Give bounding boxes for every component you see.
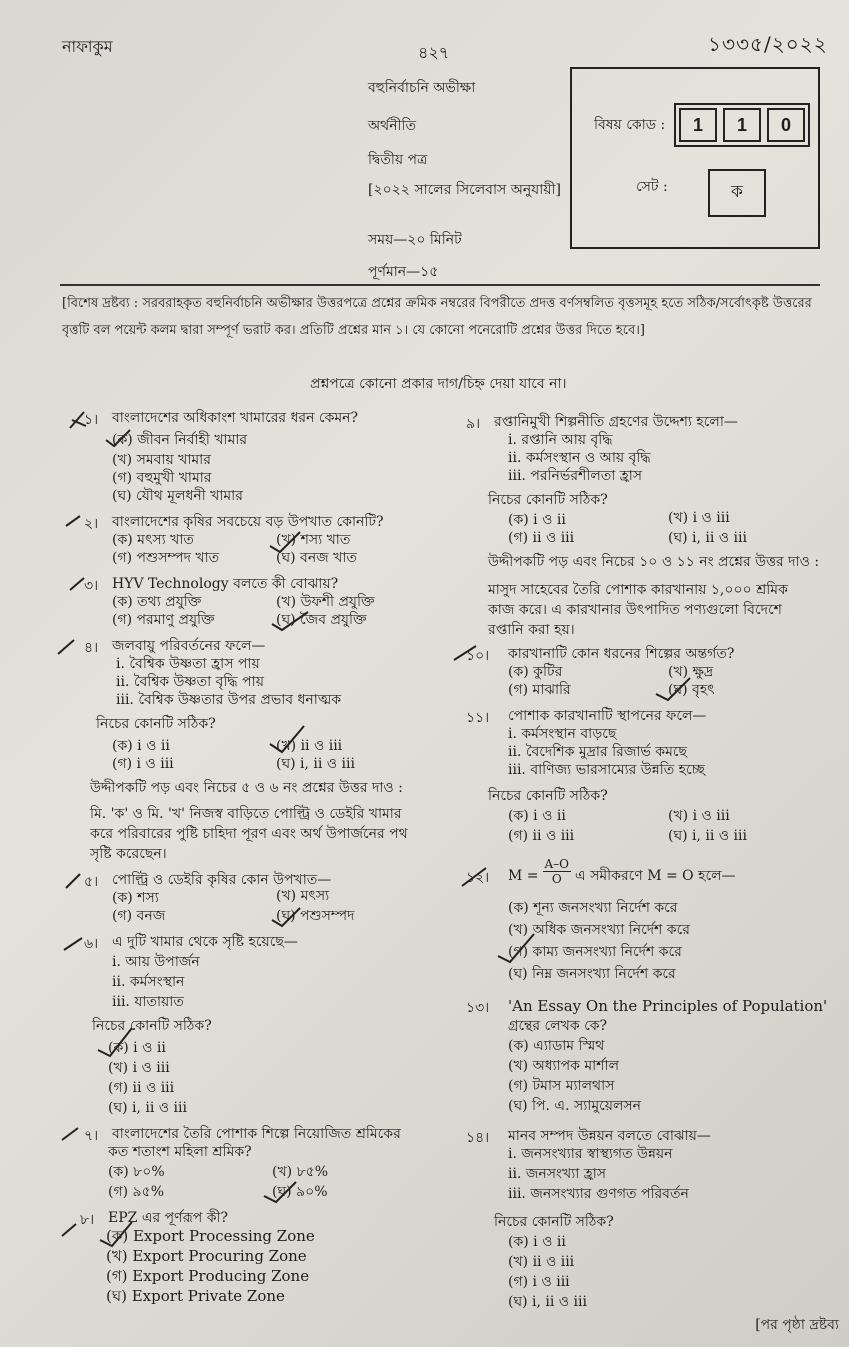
ask: নিচের কোনটি সঠিক? bbox=[494, 1214, 614, 1230]
fraction-denominator: O bbox=[551, 871, 562, 886]
option: (ক) শস্য bbox=[112, 890, 159, 906]
q-stem: এ দুটি খামার থেকে সৃষ্টি হয়েছে— bbox=[112, 934, 298, 950]
option: (খ) ক্ষুদ্র bbox=[668, 664, 714, 680]
q-stem: পোল্ট্রি ও ডেইরি কৃষির কোন উপখাত— bbox=[112, 872, 332, 888]
stimulus-line: মাসুদ সাহেবের তৈরি পোশাক কারখানায় ১,০০০ শ্রমিক bbox=[488, 582, 788, 598]
option: (ঘ) i, ii ও iii bbox=[108, 1100, 187, 1116]
option: (ঘ) নিম্ন জনসংখ্যা নির্দেশ করে bbox=[508, 966, 676, 982]
option: (খ) মৎস্য bbox=[276, 888, 330, 904]
option: (গ) ৯৫% bbox=[108, 1184, 165, 1200]
stimulus-line: মি. 'ক' ও মি. 'খ' নিজস্ব বাড়িতে পোল্ট্রি ও ডেইরি খামার bbox=[90, 806, 402, 822]
statement: i. কর্মসংস্থান বাড়ছে bbox=[508, 726, 617, 742]
option: (খ) শস্য খাত bbox=[276, 532, 351, 548]
subject-code-label: বিষয় কোড : bbox=[594, 117, 666, 133]
option: (গ) i ও iii bbox=[112, 756, 174, 772]
option: (ক) এ্যাডাম স্মিথ bbox=[508, 1038, 605, 1054]
set-label: সেট : bbox=[636, 179, 668, 195]
option: (গ) ii ও iii bbox=[508, 530, 575, 546]
option: (ক) i ও ii bbox=[112, 738, 170, 754]
q-num: ৬। bbox=[84, 936, 99, 952]
stimulus-line: করে পরিবারের পুষ্টি চাহিদা পূরণ এবং অর্থ উপার্জনের পথ bbox=[90, 826, 408, 842]
warning: প্রশ্নপত্রে কোনো প্রকার দাগ/চিহ্ন দেয়া যাবে না। bbox=[310, 376, 567, 392]
option: (খ) ii ও iii bbox=[508, 1254, 575, 1270]
fraction-numerator: A–O bbox=[544, 856, 570, 871]
option: (ঘ) পশুসম্পদ bbox=[276, 908, 355, 924]
option: (ক) মৎস্য খাত bbox=[112, 532, 194, 548]
option: (খ) i ও iii bbox=[668, 808, 730, 824]
header-right: ১৩৩৫/২০২২ bbox=[708, 32, 828, 56]
option: (ঘ) যৌথ মূলধনী খামার bbox=[112, 488, 243, 504]
option: (ক) i ও ii bbox=[508, 512, 566, 528]
option: (ঘ) বনজ খাত bbox=[276, 550, 357, 566]
statement: ii. কর্মসংস্থান ও আয় বৃদ্ধি bbox=[508, 450, 651, 466]
stimulus-heading: উদ্দীপকটি পড় এবং নিচের ১০ ও ১১ নং প্রশ্নের উত্তর দাও : bbox=[488, 554, 820, 570]
q-num: ৪। bbox=[84, 640, 99, 656]
option: (ক) Export Processing Zone bbox=[106, 1227, 315, 1245]
option: (ঘ) ৯০% bbox=[272, 1184, 328, 1200]
statement: i. রপ্তানি আয় বৃদ্ধি bbox=[508, 432, 613, 448]
subject: অর্থনীতি bbox=[368, 118, 417, 134]
full-marks: পূর্ণমান—১৫ bbox=[368, 264, 439, 280]
q-stem: 'An Essay On the Principles of Population' bbox=[508, 997, 828, 1015]
option: (ঘ) বৃহৎ bbox=[668, 682, 715, 698]
q-stem: মানব সম্পদ উন্নয়ন বলতে বোঝায়— bbox=[508, 1128, 711, 1144]
equation-left: M = bbox=[508, 868, 539, 884]
option: (খ) অধ্যাপক মার্শাল bbox=[508, 1058, 620, 1074]
q-num: ৫। bbox=[84, 874, 99, 890]
option: (ক) শূন্য জনসংখ্যা নির্দেশ করে bbox=[508, 900, 678, 916]
q-stem: বাংলাদেশের অধিকাংশ খামারের ধরন কেমন? bbox=[112, 410, 359, 426]
ask: নিচের কোনটি সঠিক? bbox=[96, 716, 216, 732]
stimulus-line: রপ্তানি করা হয়। bbox=[488, 622, 575, 638]
option: (ঘ) i, ii ও iii bbox=[668, 828, 747, 844]
stimulus-line: সৃষ্টি করেছেন। bbox=[90, 846, 167, 862]
option: (খ) Export Procuring Zone bbox=[106, 1247, 307, 1265]
q-num: ১৪। bbox=[466, 1130, 490, 1146]
statement: iii. পরনির্ভরশীলতা হ্রাস bbox=[508, 468, 643, 484]
q-stem: রপ্তানিমুখী শিল্পনীতি গ্রহণের উদ্দেশ্য হলো— bbox=[494, 414, 738, 430]
option: (ঘ) জৈব প্রযুক্তি bbox=[276, 612, 367, 628]
equation-right: এ সমীকরণে M = O হলে— bbox=[575, 868, 736, 884]
statement: i. বৈশ্বিক উষ্ণতা হ্রাস পায় bbox=[116, 656, 260, 672]
q-stem: বাংলাদেশের কৃষির সবচেয়ে বড় উপখাত কোনটি? bbox=[112, 514, 384, 530]
option: (গ) টমাস ম্যালথাস bbox=[508, 1078, 615, 1094]
option: (ঘ) Export Private Zone bbox=[106, 1287, 285, 1305]
q-num: ১০। bbox=[466, 648, 490, 664]
q-stem: EPZ এর পূর্ণরূপ কী? bbox=[108, 1210, 229, 1226]
q-stem: জলবায়ু পরিবর্তনের ফলে— bbox=[112, 638, 266, 654]
q-stem-cont: গ্রন্থের লেখক কে? bbox=[508, 1018, 608, 1034]
code-digit: 0 bbox=[767, 108, 805, 142]
option: (ক) i ও ii bbox=[508, 1234, 566, 1250]
option: (গ) মাঝারি bbox=[508, 682, 571, 698]
option: (ঘ) i, ii ও iii bbox=[668, 530, 747, 546]
statement: ii. বৈশ্বিক উষ্ণতা বৃদ্ধি পায় bbox=[116, 674, 264, 690]
option: (গ) i ও iii bbox=[508, 1274, 570, 1290]
option: (গ) কাম্য জনসংখ্যা নির্দেশ করে bbox=[508, 944, 682, 960]
set-value: ক bbox=[708, 169, 766, 217]
q-num: ৮। bbox=[80, 1212, 95, 1228]
option: (ক) i ও ii bbox=[108, 1040, 166, 1056]
option: (গ) পরমাণু প্রযুক্তি bbox=[112, 612, 215, 628]
paper: দ্বিতীয় পত্র bbox=[368, 152, 428, 168]
option: (গ) বনজ bbox=[112, 908, 166, 924]
option: (ঘ) i, ii ও iii bbox=[508, 1294, 587, 1310]
statement: ii. কর্মসংস্থান bbox=[112, 974, 185, 990]
option: (খ) উফশী প্রযুক্তি bbox=[276, 594, 375, 610]
statement: ii. জনসংখ্যা হ্রাস bbox=[508, 1166, 607, 1182]
q-num: ১। bbox=[84, 412, 99, 428]
q-stem: কারখানাটি কোন ধরনের শিল্পের অন্তর্গত? bbox=[508, 646, 735, 662]
footer-note: [পর পৃষ্ঠা দ্রষ্টব্য bbox=[755, 1317, 839, 1333]
option: (গ) ii ও iii bbox=[108, 1080, 175, 1096]
q-num: ১১। bbox=[466, 710, 490, 726]
statement: iii. যাতায়াত bbox=[112, 994, 184, 1010]
q-stem: বাংলাদেশের তৈরি পোশাক শিল্পে নিয়োজিত শ্রমিকের bbox=[112, 1126, 401, 1142]
option: (খ) i ও iii bbox=[108, 1060, 170, 1076]
stimulus-line: কাজ করে। এ কারখানার উৎপাদিত পণ্যগুলো বিদেশে bbox=[488, 602, 782, 618]
statement: iii. জনসংখ্যার গুণগত পরিবর্তন bbox=[508, 1186, 689, 1202]
stimulus-heading: উদ্দীপকটি পড় এবং নিচের ৫ ও ৬ নং প্রশ্নের উত্তর দাও : bbox=[90, 780, 403, 796]
option: (গ) বহুমুখী খামার bbox=[112, 470, 212, 486]
option: (গ) Export Producing Zone bbox=[106, 1267, 310, 1285]
q-num: ১৩। bbox=[466, 1000, 490, 1016]
code-digit: 1 bbox=[679, 108, 717, 142]
statement: iii. বৈশ্বিক উষ্ণতার উপর প্রভাব ধনাত্মক bbox=[116, 692, 342, 708]
option: (ঘ) পি. এ. স্যামুয়েলসন bbox=[508, 1098, 642, 1114]
time: সময়—২০ মিনিট bbox=[368, 232, 462, 248]
q-num: ৭। bbox=[84, 1128, 99, 1144]
q-num: ৩। bbox=[84, 578, 99, 594]
q-num: ১২। bbox=[466, 870, 490, 886]
option: (খ) ৮৫% bbox=[272, 1164, 329, 1180]
statement: ii. বৈদেশিক মুদ্রার রিজার্ভ কমছে bbox=[508, 744, 687, 760]
q-stem: পোশাক কারখানাটি স্থাপনের ফলে— bbox=[508, 708, 707, 724]
option: (গ) পশুসম্পদ খাত bbox=[112, 550, 220, 566]
instructions: [বিশেষ দ্রষ্টব্য : সরবরাহকৃত বহুনির্বাচনি অভীক্ষার উত্তরপত্রে প্রশ্নের ক্রমিক নম্বরের বিপরীতে প্রদত্ত বর্ণসম্বলিত বৃত্তসমূহ হতে সঠিক/সর্বোৎকৃষ্ট উত্তরের বৃত্তটি বল পয়েন্ট কলম দ্বারা সম্পূর্ণ ভরাট কর। প্রতিটি প্রশ্নের মান ১। যে কোনো পনেরোটি প্রশ্নের উত্তর দিতে হবে।] bbox=[62, 296, 812, 338]
option: (খ) অধিক জনসংখ্যা নির্দেশ করে bbox=[508, 922, 690, 938]
ask: নিচের কোনটি সঠিক? bbox=[92, 1018, 212, 1034]
option: (ঘ) i, ii ও iii bbox=[276, 756, 355, 772]
statement: i. জনসংখ্যার স্বাস্থ্যগত উন্নয়ন bbox=[508, 1146, 673, 1162]
syllabus: [২০২২ সালের সিলেবাস অনুযায়ী] bbox=[368, 182, 562, 198]
statement: iii. বাণিজ্য ভারসাম্যের উন্নতি হচ্ছে bbox=[508, 762, 705, 778]
code-digit: 1 bbox=[723, 108, 761, 142]
option: (গ) ii ও iii bbox=[508, 828, 575, 844]
q-stem-cont: কত শতাংশ মহিলা শ্রমিক? bbox=[108, 1144, 252, 1160]
option: (ক) জীবন নির্বাহী খামার bbox=[112, 432, 248, 448]
option: (ক) ৮০% bbox=[108, 1164, 165, 1180]
option: (ক) তথ্য প্রযুক্তি bbox=[112, 594, 202, 610]
option: (খ) সমবায় খামার bbox=[112, 452, 211, 468]
q-num: ৯। bbox=[466, 416, 481, 432]
header-center: ৪২৭ bbox=[418, 43, 450, 62]
ask: নিচের কোনটি সঠিক? bbox=[488, 492, 608, 508]
ask: নিচের কোনটি সঠিক? bbox=[488, 788, 608, 804]
q-stem: HYV Technology বলতে কী বোঝায়? bbox=[112, 576, 339, 592]
exam-type: বহুনির্বাচনি অভীক্ষা bbox=[368, 80, 476, 96]
statement: i. আয় উপার্জন bbox=[112, 954, 200, 970]
option: (খ) ii ও iii bbox=[276, 738, 343, 754]
option: (খ) i ও iii bbox=[668, 510, 730, 526]
q-num: ২। bbox=[84, 516, 99, 532]
header-left: নাফাকুম bbox=[62, 37, 113, 56]
option: (ক) i ও ii bbox=[508, 808, 566, 824]
option: (ক) কুটির bbox=[508, 664, 563, 680]
